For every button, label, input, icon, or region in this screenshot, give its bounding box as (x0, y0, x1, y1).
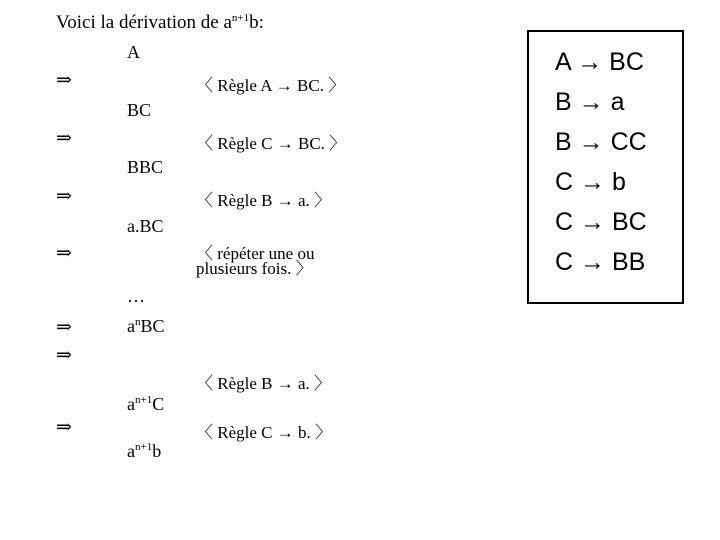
implies-icon: ⇒ (56, 417, 72, 438)
derivation-title (56, 12, 264, 34)
implies-icon: ⇒ (56, 186, 72, 207)
justification-rule-c-bc: 〈 Règle C → BC. 〉 (196, 134, 347, 153)
step-sup: n+1 (135, 394, 153, 406)
implies-icon: ⇒ (56, 345, 72, 366)
grammar-rule: B → a (555, 88, 625, 116)
title-sup: n+1 (231, 12, 250, 24)
implies-icon: ⇒ (56, 70, 72, 91)
implies-icon: ⇒ (56, 317, 72, 338)
step-bbc (127, 157, 163, 178)
step-ellipsis (127, 286, 145, 307)
grammar-rules-box (527, 30, 684, 304)
step-bc (127, 100, 151, 121)
step-a (127, 42, 140, 63)
title-suffix: b: (249, 12, 264, 33)
step-text: BC (127, 100, 152, 120)
step-text: A (127, 42, 140, 62)
step-an-bc (127, 316, 165, 337)
step-base: a (127, 394, 135, 414)
step-rest: b (152, 441, 162, 461)
step-rest: C (152, 394, 165, 414)
justification-rule-b-a: 〈 Règle B → a. 〉 (196, 191, 332, 210)
grammar-rules-list (555, 42, 647, 282)
grammar-rule: C → BC (555, 208, 647, 236)
step-rest: BC (140, 316, 165, 336)
step-sup: n+1 (135, 441, 153, 453)
implies-icon: ⇒ (56, 243, 72, 264)
justification-rule-b-a-2: 〈 Règle B → a. 〉 (196, 374, 332, 393)
implies-icon: ⇒ (56, 128, 72, 149)
title-prefix: Voici la dérivation de a (56, 12, 232, 33)
grammar-rule: C → b (555, 168, 626, 196)
step-text: a.BC (127, 216, 164, 236)
step-an1-b (127, 441, 161, 462)
step-base: a (127, 316, 135, 336)
grammar-rule: C → BB (555, 248, 646, 276)
step-text: … (127, 286, 145, 306)
step-abc (127, 216, 164, 237)
step-sup: n (135, 316, 141, 328)
justification-repeat-line-2: plusieurs fois. 〉 (196, 259, 313, 278)
grammar-rule: A → BC (555, 48, 644, 76)
justification-repeat (196, 246, 314, 276)
justification-rule-c-b: 〈 Règle C → b. 〉 (196, 423, 332, 442)
grammar-rule: B → CC (555, 128, 647, 156)
justification-repeat-line-1: 〈 répéter une ou (196, 244, 315, 263)
step-base: a (127, 441, 135, 461)
step-text: BBC (127, 157, 164, 177)
justification-rule-a-bc: 〈 Règle A → BC. 〉 (196, 76, 346, 95)
step-an1-c (127, 394, 164, 415)
